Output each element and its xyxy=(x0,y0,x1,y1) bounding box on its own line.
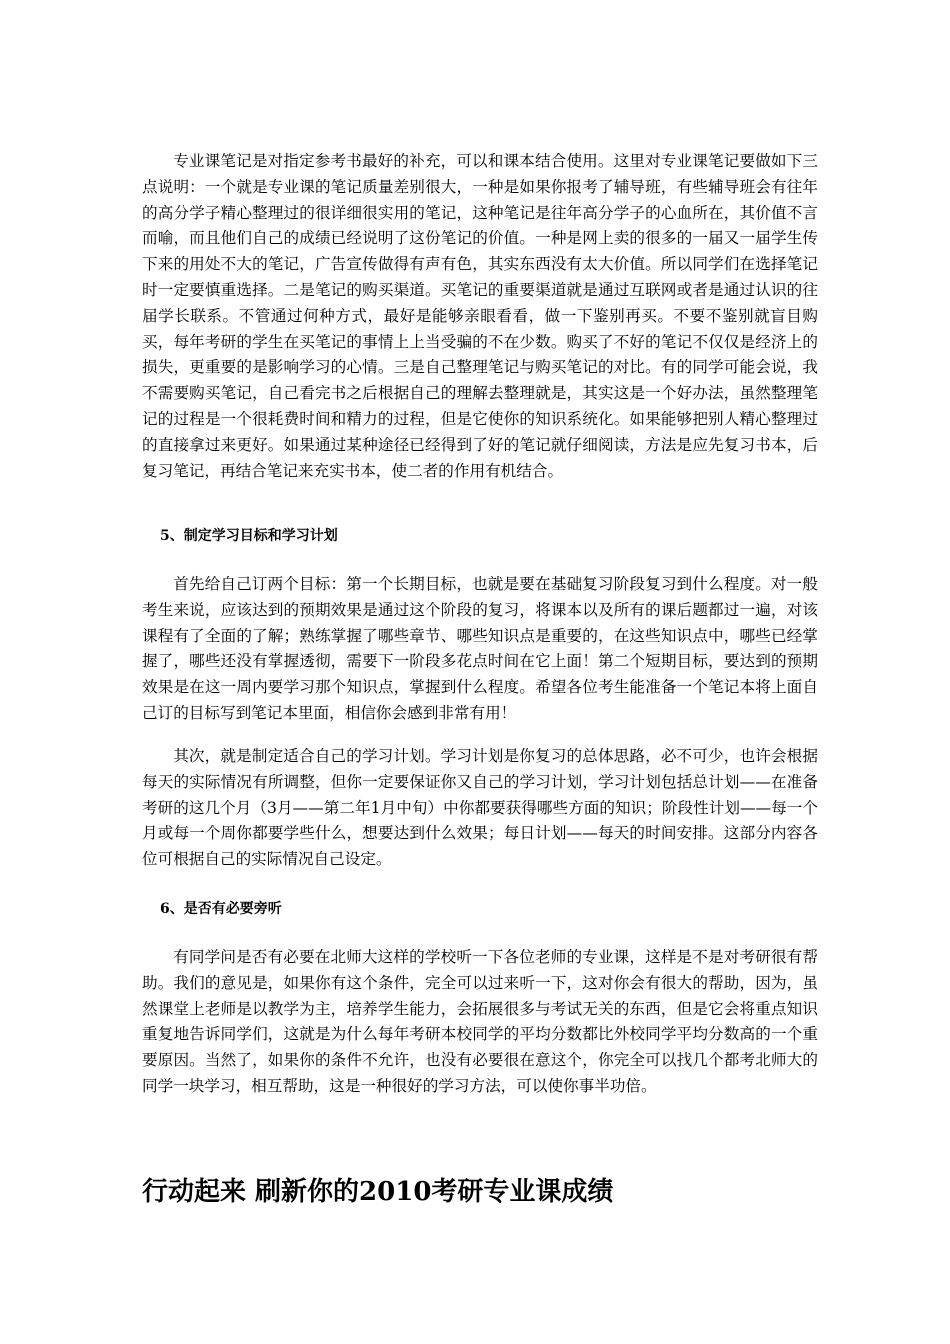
paragraph-notes: 专业课笔记是对指定参考书最好的补充，可以和课本结合使用。这里对专业课笔记要做如下三点说明：一个就是专业课的笔记质量差别很大，一种是如果你报考了辅导班，有些辅导班会有往年的高分学子精心整理过的很详细很实用的笔记，这种笔记是往年高分学子的心血所在，其价值不言而喻，而且他们自己的成绩已经说明了这份笔记的价值。一种是网上卖的很多的一届又一届学生传下来的用处不大的笔记，广告宣传做得有声有色，其实东西没有太大价值。所以同学们在选择笔记时一定要慎重选择。二是笔记的购买渠道。买笔记的重要渠道就是通过互联网或者是通过认识的往届学长联系。不管通过何种方式，最好是能够亲眼看看，做一下鉴别再买。不要不鉴别就盲目购买，每年考研的学生在买笔记的事情上上当受骗的不在少数。购买了不好的笔记不仅仅是经济上的损失，更重要的是影响学习的心情。三是自己整理笔记与购买笔记的对比。有的同学可能会说，我不需要购买笔记，自己看完书之后根据自己的理解去整理就是，其实这是一个好办法，虽然整理笔记的过程是一个很耗费时间和精力的过程，但是它使你的知识系统化。如果能够把别人精心整理过的直接拿过来更好。如果通过某种途径已经得到了好的笔记就仔细阅读，方法是应先复习书本，后复习笔记，再结合笔记来充实书本，使二者的作用有机结合。 xyxy=(142,152,818,480)
section-heading-5: 5、制定学习目标和学习计划 xyxy=(160,528,338,544)
page-title: 行动起来 刷新你的2010考研专业课成绩 xyxy=(142,1177,614,1207)
paragraph-plan: 其次，就是制定适合自己的学习计划。学习计划是你复习的总体思路，必不可少，也许会根据每天的实际情况有所调整，但你一定要保证你又自己的学习计划，学习计划包括总计划——在准备考研的这几个月（3月——第二年1月中旬）中你都要获得哪些方面的知识；阶段性计划——每一个月或每一个周你都要学些什么，想要达到什么效果；每日计划——每天的时间安排。这部分内容各位可根据自己的实际情况自己设定。 xyxy=(142,747,818,869)
paragraph-goals: 首先给自己订两个目标：第一个长期目标，也就是要在基础复习阶段复习到什么程度。对一般考生来说，应该达到的预期效果是通过这个阶段的复习，将课本以及所有的课后题都过一遍，对该课程有了全面的了解；熟练掌握了哪些章节、哪些知识点是重要的，在这些知识点中，哪些已经掌握了，哪些还没有掌握透彻，需要下一阶段多花点时间在它上面！第二个短期目标，要达到的预期效果是在这一周内要学习那个知识点，掌握到什么程度。希望各位考生能准备一个笔记本将上面自己订的目标写到笔记本里面，相信你会感到非常有用！ xyxy=(142,575,818,722)
paragraph-audit: 有同学问是否有必要在北师大这样的学校听一下各位老师的专业课，这样是不是对考研很有帮助。我们的意见是，如果你有这个条件，完全可以过来听一下，这对你会有很大的帮助，因为，虽然课堂上老师是以教学为主，培养学生能力，会拓展很多与考试无关的东西，但是它会将重点知识重复地告诉同学们，这就是为什么每年考研本校同学的平均分数都比外校同学平均分数高的一个重要原因。当然了，如果你的条件不允许，也没有必要很在意这个，你完全可以找几个都考北师大的同学一块学习，相互帮助，这是一种很好的学习方法，可以使你事半功倍。 xyxy=(142,948,818,1095)
section-heading-6: 6、是否有必要旁听 xyxy=(160,901,282,917)
